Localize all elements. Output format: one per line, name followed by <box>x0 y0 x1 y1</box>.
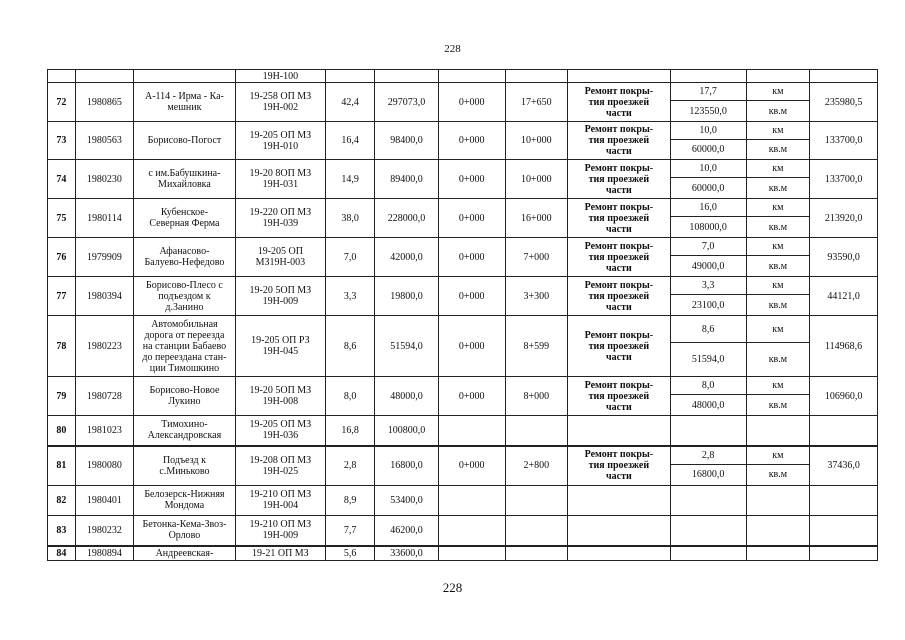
road-length: 5,6 <box>326 546 375 560</box>
road-name-line: подъездом к <box>158 290 211 302</box>
empty-cell <box>505 515 568 546</box>
unit-km: км <box>746 277 810 295</box>
road-name-line: Андреевская- <box>155 547 214 559</box>
road-code-line: 19-205 ОП МЗ <box>249 129 312 141</box>
road-length: 7,0 <box>326 238 375 277</box>
empty-cell <box>670 485 746 515</box>
table-row-continuation <box>48 70 878 83</box>
road-code-line: 19Н-045 <box>262 346 299 357</box>
empty-cell <box>505 546 568 560</box>
road-length: 8,6 <box>326 316 375 377</box>
section-end: 8+599 <box>505 316 568 377</box>
road-code <box>235 515 325 546</box>
section-start: 0+000 <box>438 446 505 486</box>
repair-area: 123550,0 <box>670 101 746 122</box>
road-code-line: 19Н-004 <box>262 500 299 511</box>
road-code <box>235 546 325 560</box>
road-length: 3,3 <box>326 277 375 316</box>
road-id: 1980232 <box>75 515 133 546</box>
unit-km: км <box>746 199 810 217</box>
road-length: 38,0 <box>326 199 375 238</box>
unit-sqm: кв.м <box>746 101 810 122</box>
table-row <box>48 485 878 515</box>
empty-cell <box>438 70 505 83</box>
road-id: 1980114 <box>75 199 133 238</box>
table-row <box>48 199 878 217</box>
unit-sqm: кв.м <box>746 395 810 416</box>
table-row <box>48 83 878 101</box>
section-end: 7+000 <box>505 238 568 277</box>
road-code-line: 19-258 ОП МЗ <box>249 91 312 102</box>
road-name <box>134 122 236 160</box>
road-code <box>235 277 325 316</box>
empty-cell <box>810 515 878 546</box>
table-row <box>48 316 878 343</box>
road-name-line: с.Миньково <box>159 465 210 477</box>
repair-type-line: Ремонт покры- <box>584 162 654 174</box>
road-code-line: 19-210 ОП МЗ <box>249 489 312 500</box>
repair-area: 60000,0 <box>670 178 746 199</box>
road-code-line: 19-20 8ОП МЗ <box>249 168 312 179</box>
road-id: 1980394 <box>75 277 133 316</box>
road-code-line: 19Н-008 <box>262 396 299 407</box>
road-name-line: д.Занино <box>165 301 204 313</box>
road-code <box>235 316 325 377</box>
section-end: 10+000 <box>505 122 568 160</box>
unit-sqm: кв.м <box>746 256 810 277</box>
road-area: 100800,0 <box>375 416 439 446</box>
row-number: 75 <box>48 199 76 238</box>
road-code-line: 19Н-002 <box>262 102 299 113</box>
road-name-line: Михайловка <box>158 179 211 190</box>
road-code-line: 19Н-039 <box>262 218 299 229</box>
empty-cell <box>810 70 878 83</box>
empty-cell <box>568 70 671 83</box>
unit-km: км <box>746 122 810 140</box>
road-area: 48000,0 <box>375 377 439 416</box>
table-row <box>48 377 878 395</box>
empty-cell <box>810 485 878 515</box>
row-number: 77 <box>48 277 76 316</box>
repair-type-line: Ремонт покры- <box>584 329 654 341</box>
empty-cell <box>438 515 505 546</box>
unit-km: км <box>746 446 810 465</box>
road-name-line: Балуево-Нефедово <box>144 257 225 268</box>
section-start: 0+000 <box>438 122 505 160</box>
road-id: 1980401 <box>75 485 133 515</box>
repair-type-line: тия проезжей <box>588 212 650 224</box>
repair-type-line: тия проезжей <box>588 460 650 471</box>
repair-type-line: части <box>606 223 632 235</box>
repair-type <box>568 277 671 316</box>
road-id: 1981023 <box>75 416 133 446</box>
section-start: 0+000 <box>438 277 505 316</box>
road-code <box>235 377 325 416</box>
empty-cell <box>48 70 76 83</box>
empty-cell <box>746 515 810 546</box>
road-name-line: Северная Ферма <box>149 218 220 229</box>
table-row <box>48 515 878 546</box>
repair-type <box>568 377 671 416</box>
row-number: 72 <box>48 83 76 122</box>
repair-type-line: Ремонт покры- <box>584 449 654 460</box>
row-number: 80 <box>48 416 76 446</box>
repair-type <box>568 83 671 122</box>
table-row <box>48 160 878 178</box>
repair-length: 17,7 <box>670 83 746 101</box>
road-area: 89400,0 <box>375 160 439 199</box>
road-name <box>134 515 236 546</box>
repair-type <box>568 316 671 377</box>
road-code-line: 19-205 ОП РЗ <box>251 335 310 346</box>
total-cost: 114968,6 <box>810 316 878 377</box>
empty-cell <box>134 70 236 83</box>
repair-type-line: части <box>606 471 632 482</box>
road-name <box>134 416 236 446</box>
repair-type-line: Ремонт покры- <box>584 85 654 97</box>
road-name-line: Белозерск-Нижняя <box>144 489 225 500</box>
repair-length: 8,6 <box>670 316 746 343</box>
repair-type-line: части <box>606 301 632 313</box>
road-length: 8,9 <box>326 485 375 515</box>
empty-cell <box>326 70 375 83</box>
repair-area: 23100,0 <box>670 295 746 316</box>
repair-type-line: части <box>606 262 632 274</box>
empty-cell <box>810 546 878 560</box>
road-name <box>134 83 236 122</box>
road-length: 8,0 <box>326 377 375 416</box>
repair-area: 51594,0 <box>670 343 746 377</box>
road-code-line: 19Н-010 <box>262 140 299 152</box>
repair-length: 7,0 <box>670 238 746 256</box>
section-end: 17+650 <box>505 83 568 122</box>
repair-type-line: тия проезжей <box>588 135 650 146</box>
page-number-bottom: 228 <box>442 580 463 595</box>
road-code <box>235 416 325 446</box>
repair-type-line: тия проезжей <box>588 96 650 108</box>
road-id: 1980230 <box>75 160 133 199</box>
road-length: 7,7 <box>326 515 375 546</box>
road-code <box>235 83 325 122</box>
section-end: 16+000 <box>505 199 568 238</box>
road-code <box>235 485 325 515</box>
row-number: 74 <box>48 160 76 199</box>
repair-length: 2,8 <box>670 446 746 465</box>
road-code-line: 19Н-009 <box>262 296 299 307</box>
repair-type-line: части <box>606 351 632 363</box>
repair-type <box>568 446 671 486</box>
road-name-line: Тимохино- <box>161 419 208 431</box>
empty-cell <box>810 416 878 446</box>
row-number: 81 <box>48 446 76 486</box>
unit-sqm: кв.м <box>746 295 810 316</box>
road-name-line: Кубенское- <box>160 207 209 218</box>
table-row <box>48 416 878 446</box>
road-code <box>235 160 325 199</box>
road-id: 1980223 <box>75 316 133 377</box>
section-start: 0+000 <box>438 238 505 277</box>
road-area: 42000,0 <box>375 238 439 277</box>
total-cost: 213920,0 <box>810 199 878 238</box>
unit-km: км <box>746 238 810 256</box>
section-start: 0+000 <box>438 377 505 416</box>
empty-cell <box>670 546 746 560</box>
section-end: 3+300 <box>505 277 568 316</box>
road-name <box>134 199 236 238</box>
repair-type-line: тия проезжей <box>588 340 650 352</box>
road-code-cell: 19Н-100 <box>235 70 325 83</box>
section-start: 0+000 <box>438 316 505 377</box>
road-area: 297073,0 <box>375 83 439 122</box>
row-number: 79 <box>48 377 76 416</box>
road-name-line: до переездана стан- <box>142 351 227 363</box>
empty-cell <box>505 70 568 83</box>
repair-type-line: части <box>606 107 632 119</box>
road-name-line: ции Тимошкино <box>149 362 220 374</box>
repair-length: 10,0 <box>670 160 746 178</box>
road-name <box>134 377 236 416</box>
repair-area: 108000,0 <box>670 217 746 238</box>
empty-cell <box>746 70 810 83</box>
repair-type <box>568 199 671 238</box>
road-name <box>134 160 236 199</box>
repair-area: 16800,0 <box>670 464 746 485</box>
road-area: 46200,0 <box>375 515 439 546</box>
empty-cell <box>746 416 810 446</box>
repair-area: 60000,0 <box>670 140 746 160</box>
row-number: 78 <box>48 316 76 377</box>
road-code-line: 19Н-036 <box>262 430 299 442</box>
road-code-line: 19-20 5ОП МЗ <box>249 285 312 296</box>
unit-km: км <box>746 377 810 395</box>
repair-type-line: тия проезжей <box>588 390 650 402</box>
repair-type-line: Ремонт покры- <box>584 379 654 391</box>
road-name-line: с им.Бабушкина- <box>148 168 221 179</box>
road-name-line: мешник <box>167 102 202 113</box>
road-name-line: Афанасово- <box>159 246 210 257</box>
road-length: 42,4 <box>326 83 375 122</box>
road-code-line: 19Н-009 <box>262 530 299 542</box>
empty-cell <box>568 515 671 546</box>
repair-type-line: Ремонт покры- <box>584 240 654 252</box>
total-cost: 235980,5 <box>810 83 878 122</box>
road-name-line: Автомобильная <box>151 318 218 330</box>
road-code <box>235 238 325 277</box>
road-name-line: Борисово-Новое <box>149 385 220 396</box>
road-area: 98400,0 <box>375 122 439 160</box>
road-name-line: Орлово <box>168 530 201 542</box>
table-row <box>48 546 878 560</box>
road-length: 14,9 <box>326 160 375 199</box>
road-name-line: на станции Бабаево <box>142 340 227 352</box>
repair-type-line: части <box>606 146 632 157</box>
repair-length: 3,3 <box>670 277 746 295</box>
unit-km: км <box>746 316 810 343</box>
empty-cell <box>375 70 439 83</box>
road-id: 1980865 <box>75 83 133 122</box>
road-code-line: 19-220 ОП МЗ <box>249 207 312 218</box>
empty-cell <box>505 485 568 515</box>
road-name-line: дорога от переезда <box>144 329 225 341</box>
total-cost: 44121,0 <box>810 277 878 316</box>
repair-type-line: тия проезжей <box>588 173 650 185</box>
unit-km: км <box>746 83 810 101</box>
repair-length: 8,0 <box>670 377 746 395</box>
empty-cell <box>746 546 810 560</box>
road-id: 1980728 <box>75 377 133 416</box>
empty-cell <box>438 546 505 560</box>
total-cost: 37436,0 <box>810 446 878 486</box>
road-id: 1980563 <box>75 122 133 160</box>
total-cost: 133700,0 <box>810 160 878 199</box>
empty-cell <box>438 416 505 446</box>
road-area: 53400,0 <box>375 485 439 515</box>
table-row <box>48 238 878 256</box>
empty-cell <box>568 485 671 515</box>
row-number: 83 <box>48 515 76 546</box>
section-start: 0+000 <box>438 83 505 122</box>
repair-type <box>568 160 671 199</box>
road-code-line: 19Н-031 <box>262 179 299 190</box>
repair-type-line: тия проезжей <box>588 251 650 263</box>
road-code-line: 19-21 ОП МЗ <box>252 547 309 559</box>
empty-cell <box>670 416 746 446</box>
road-code <box>235 122 325 160</box>
road-length: 16,4 <box>326 122 375 160</box>
unit-sqm: кв.м <box>746 343 810 377</box>
road-name-line: Борисово-Погост <box>147 135 222 146</box>
empty-cell <box>438 485 505 515</box>
road-code-line: МЗ19Н-003 <box>255 257 306 268</box>
road-code-line: 19-208 ОП МЗ <box>249 454 312 466</box>
section-start: 0+000 <box>438 199 505 238</box>
road-name <box>134 446 236 486</box>
table-row <box>48 446 878 465</box>
road-area: 51594,0 <box>375 316 439 377</box>
road-code <box>235 199 325 238</box>
page-number-top: 228 <box>444 43 461 55</box>
row-number: 84 <box>48 546 76 560</box>
empty-cell <box>75 70 133 83</box>
road-name-line: Лукино <box>168 396 201 407</box>
total-cost: 133700,0 <box>810 122 878 160</box>
repair-type-line: Ремонт покры- <box>584 124 654 135</box>
road-area: 19800,0 <box>375 277 439 316</box>
road-name <box>134 485 236 515</box>
empty-cell <box>670 515 746 546</box>
repair-type-line: Ремонт покры- <box>584 201 654 213</box>
table-row <box>48 122 878 140</box>
unit-sqm: кв.м <box>746 217 810 238</box>
road-code-line: 19-205 ОП <box>257 246 303 257</box>
section-end: 2+800 <box>505 446 568 486</box>
road-length: 16,8 <box>326 416 375 446</box>
road-area: 228000,0 <box>375 199 439 238</box>
repair-length: 10,0 <box>670 122 746 140</box>
road-name <box>134 277 236 316</box>
repair-area: 49000,0 <box>670 256 746 277</box>
road-code <box>235 446 325 486</box>
repair-type-line: части <box>606 184 632 196</box>
repair-type <box>568 122 671 160</box>
road-id: 1979909 <box>75 238 133 277</box>
road-name-line: Бетонка-Кема-Звоз- <box>142 519 227 531</box>
section-end: 10+000 <box>505 160 568 199</box>
row-number: 76 <box>48 238 76 277</box>
repair-type-line: части <box>606 401 632 413</box>
repair-type <box>568 238 671 277</box>
road-code-line: 19-205 ОП МЗ <box>249 419 312 431</box>
road-name-line: А-114 - Ирма - Ка- <box>144 91 224 102</box>
row-number: 73 <box>48 122 76 160</box>
road-name <box>134 238 236 277</box>
road-name-line: Мондома <box>164 500 205 511</box>
unit-km: км <box>746 160 810 178</box>
empty-cell <box>670 70 746 83</box>
road-length: 2,8 <box>326 446 375 486</box>
row-number: 82 <box>48 485 76 515</box>
road-name-line: Борисово-Плесо с <box>146 279 223 291</box>
road-area: 16800,0 <box>375 446 439 486</box>
empty-cell <box>568 416 671 446</box>
empty-cell <box>505 416 568 446</box>
repair-type-line: тия проезжей <box>588 290 650 302</box>
road-name <box>134 316 236 377</box>
roads-table <box>47 69 878 561</box>
road-id: 1980080 <box>75 446 133 486</box>
unit-sqm: кв.м <box>746 464 810 485</box>
section-start: 0+000 <box>438 160 505 199</box>
repair-type-line: Ремонт покры- <box>584 279 654 291</box>
empty-cell <box>568 546 671 560</box>
road-name-line: Александровская <box>147 430 222 442</box>
empty-cell <box>746 485 810 515</box>
repair-area: 48000,0 <box>670 395 746 416</box>
section-end: 8+000 <box>505 377 568 416</box>
road-code-line: 19-210 ОП МЗ <box>249 519 312 531</box>
road-name-line: Подъезд к <box>162 454 206 466</box>
repair-length: 16,0 <box>670 199 746 217</box>
unit-sqm: кв.м <box>746 178 810 199</box>
total-cost: 93590,0 <box>810 238 878 277</box>
unit-sqm: кв.м <box>746 140 810 160</box>
road-name <box>134 546 236 560</box>
road-code-line: 19Н-025 <box>262 465 299 477</box>
road-area: 33600,0 <box>375 546 439 560</box>
table-row <box>48 277 878 295</box>
total-cost: 106960,0 <box>810 377 878 416</box>
road-id: 1980894 <box>75 546 133 560</box>
road-code-line: 19-20 5ОП МЗ <box>249 385 312 396</box>
